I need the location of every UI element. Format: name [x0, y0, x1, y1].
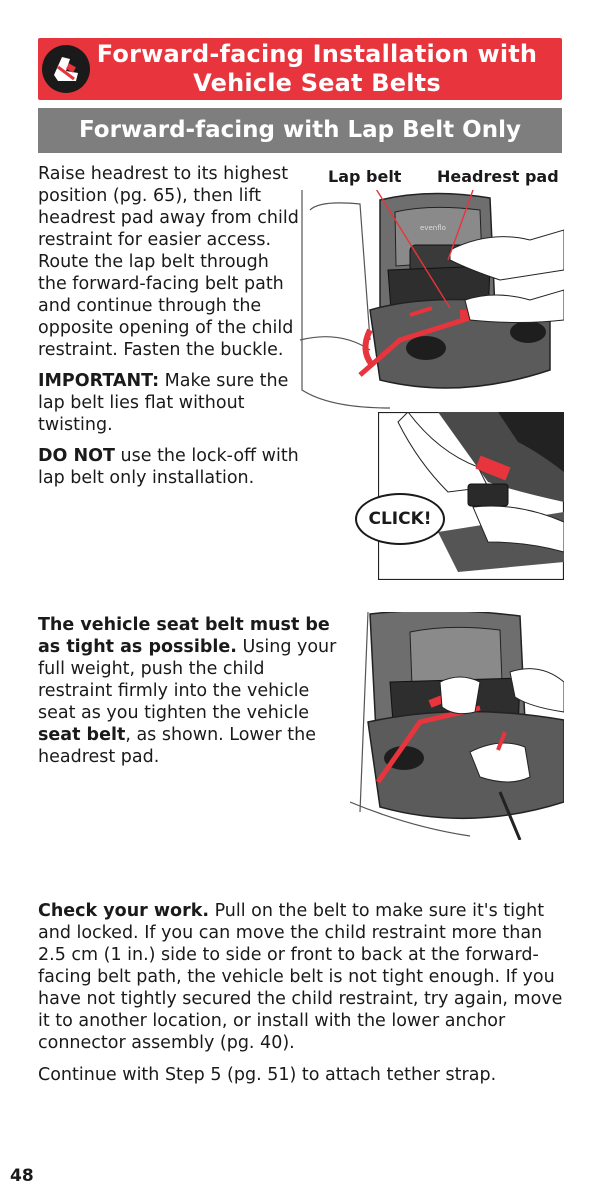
- section-subheading: Forward-facing with Lap Belt Only: [38, 108, 562, 153]
- section-banner: [38, 38, 562, 100]
- tighten-belt-illustration: [350, 612, 564, 840]
- warning-note: [38, 445, 300, 489]
- tightness-text-a: Using your full weight, push the child restraint firmly into the vehicle seat as you tighten the vehicle: [38, 637, 337, 723]
- continue-paragraph: Continue with Step 5 (pg. 51) to attach tether strap.: [38, 1065, 497, 1085]
- instruction-block-3: [38, 900, 566, 1096]
- donot-text: use the lock-off with lap belt only installation.: [38, 446, 299, 488]
- important-label: IMPORTANT:: [38, 371, 160, 391]
- donot-label: DO NOT: [38, 446, 115, 466]
- tightness-lead: The vehicle seat belt must be as tight as possible.: [38, 615, 330, 657]
- important-text: Make sure the lap belt lies flat without twisting.: [38, 371, 289, 435]
- car-seat-illustration: [300, 190, 564, 410]
- check-work-lead: Check your work.: [38, 901, 209, 921]
- check-work-text: Pull on the belt to make sure it's tight and locked. If you can move the child restraint more than 2.5 cm (1 in.) side to side or front to back at the forward-facing belt path, the vehicle belt is not tight enough. If you have not tightly secured the child restraint, try again, move it to another location, or install with the lower anchor connector assembly (pg. 40).: [38, 901, 563, 1053]
- brand-mark: evenflo: [420, 224, 446, 232]
- headrest-pad-label: Headrest pad: [437, 167, 559, 186]
- tightness-text-b: , as shown. Lower the headrest pad.: [38, 725, 316, 767]
- lap-belt-label: Lap belt: [328, 167, 402, 186]
- page-title: Forward-facing Installation with Vehicle Seat Belts: [96, 40, 538, 97]
- check-work-paragraph: [38, 900, 566, 1054]
- instruction-block-1: [38, 163, 300, 498]
- page-number: 48: [10, 1166, 34, 1186]
- click-callout: CLICK!: [355, 493, 445, 545]
- seat-belt-emphasis: seat belt: [38, 725, 126, 745]
- instruction-paragraph: Raise headrest to its highest position (pg. 65), then lift headrest pad away from child restraint for easier access. Route the lap belt through the forward-facing belt path and continue through the opposite opening of the child restraint. Fasten the buckle.: [38, 164, 299, 360]
- important-note: [38, 370, 300, 436]
- instruction-block-2: [38, 614, 343, 768]
